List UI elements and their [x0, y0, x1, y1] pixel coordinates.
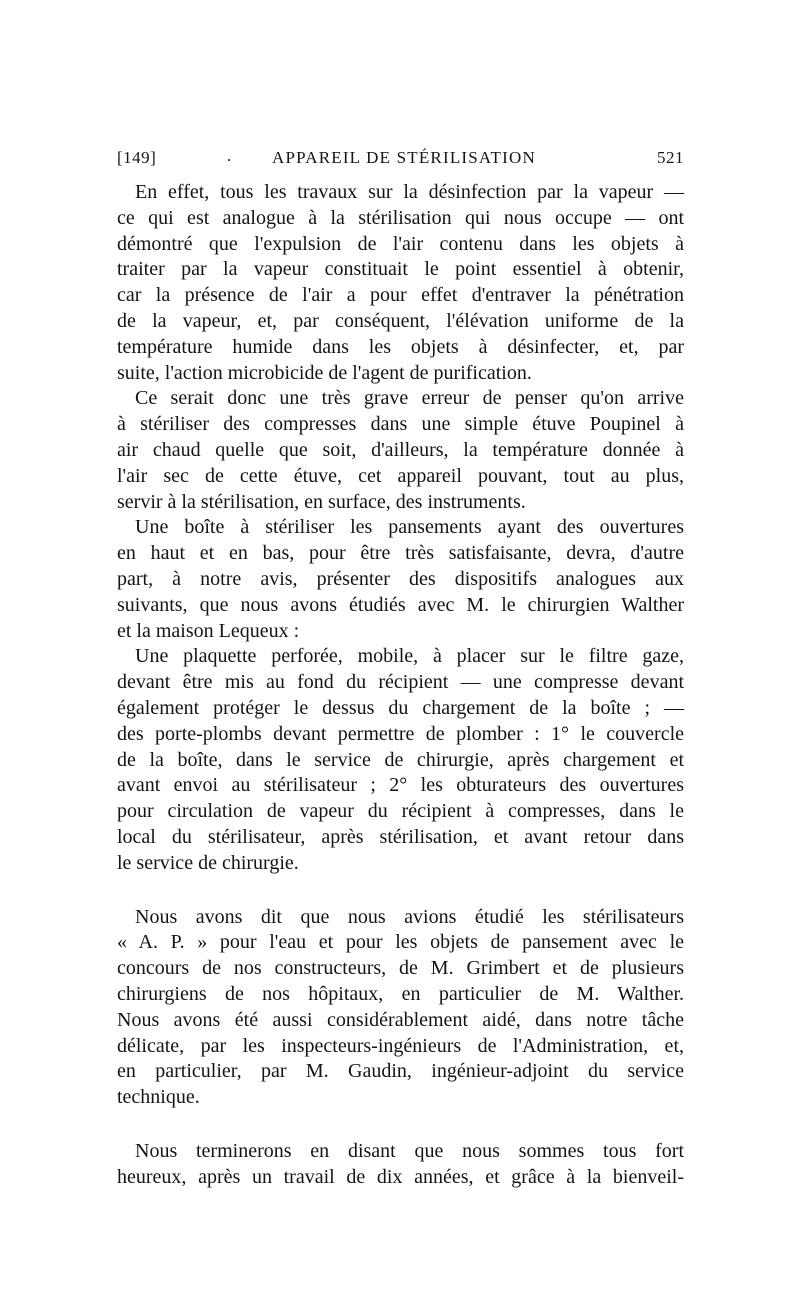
text-line: chirurgiens de nos hôpitaux, en particulier de M. Walther.	[117, 982, 684, 1005]
text-line: concours de nos constructeurs, de M. Grimbert et de plusieurs	[117, 957, 684, 980]
text-line: technique.	[117, 1086, 200, 1109]
text-line: part, à notre avis, présenter des dispositifs analogues aux	[117, 567, 684, 590]
text-line: délicate, par les inspecteurs-ingénieurs de l'Administration, et,	[117, 1034, 684, 1057]
paragraph-gap	[117, 1111, 684, 1139]
paragraph	[117, 515, 684, 644]
text-line: démontré que l'expulsion de l'air contenu dans les objets à	[117, 232, 684, 255]
header-dot: .	[227, 146, 232, 165]
text-line: de la boîte, dans le service de chirurgie, après chargement et	[117, 748, 684, 771]
text-line: en haut et en bas, pour être très satisfaisante, devra, d'autre	[117, 542, 684, 565]
text-line: En effet, tous les travaux sur la désinfection par la vapeur —	[135, 181, 684, 203]
paragraph	[117, 905, 684, 1111]
text-line: suivants, que nous avons étudiés avec M. le chirurgien Walther	[117, 593, 684, 616]
text-line: et la maison Lequeux :	[117, 619, 300, 642]
text-line: Une boîte à stériliser les pansements ayant des ouvertures	[135, 516, 684, 539]
text-line: l'air sec de cette étuve, cet appareil pouvant, tout au plus,	[117, 464, 684, 487]
text-line: servir à la stérilisation, en surface, des instruments.	[117, 490, 526, 513]
text-line: devant être mis au fond du récipient — une compresse devant	[117, 671, 684, 694]
running-title: APPAREIL DE STÉRILISATION	[272, 148, 536, 167]
text-line: local du stérilisateur, après stérilisation, et avant retour dans	[117, 825, 684, 848]
text-line: car la présence de l'air a pour effet d'entraver la pénétration	[117, 284, 684, 307]
text-line: air chaud quelle que soit, d'ailleurs, la température donnée à	[117, 438, 684, 461]
paragraph-gap	[117, 877, 684, 905]
text-line: Ce serait donc une très grave erreur de penser qu'on arrive	[135, 387, 684, 410]
paragraph	[117, 180, 684, 386]
text-line: suite, l'action microbicide de l'agent de purification.	[117, 361, 532, 384]
paragraph	[117, 386, 684, 515]
text-line: à stériliser des compresses dans une simple étuve Poupinel à	[117, 413, 684, 436]
paragraph	[117, 644, 684, 876]
text-line: traiter par la vapeur constituait le point essentiel à obtenir,	[117, 258, 684, 281]
section-number: [149]	[117, 148, 157, 167]
text-line: Une plaquette perforée, mobile, à placer sur le filtre gaze,	[135, 645, 684, 668]
text-line: heureux, après un travail de dix années, et grâce à la bienveil-	[117, 1165, 684, 1188]
text-line: « A. P. » pour l'eau et pour les objets de pansement avec le	[117, 931, 684, 954]
paragraph	[117, 1139, 684, 1191]
running-header	[117, 148, 684, 172]
text-line: pour circulation de vapeur du récipient à compresses, dans le	[117, 800, 684, 823]
text-line: Nous terminerons en disant que nous sommes tous fort	[135, 1139, 684, 1162]
text-line: ce qui est analogue à la stérilisation qui nous occupe — ont	[117, 206, 684, 229]
text-line: Nous avons dit que nous avions étudié les stérilisateurs	[135, 905, 684, 928]
text-line: des porte-plombs devant permettre de plomber : 1° le couvercle	[117, 722, 684, 745]
text-line: le service de chirurgie.	[117, 851, 299, 874]
page-number: 521	[657, 148, 684, 167]
text-line: température humide dans les objets à désinfecter, et, par	[117, 335, 684, 358]
text-line: avant envoi au stérilisateur ; 2° les obturateurs des ouvertures	[117, 774, 684, 797]
text-line: Nous avons été aussi considérablement aidé, dans notre tâche	[117, 1008, 684, 1031]
text-line: également protéger le dessus du chargement de la boîte ; —	[117, 696, 684, 719]
body-text	[117, 180, 684, 1190]
text-line: en particulier, par M. Gaudin, ingénieur-adjoint du service	[117, 1060, 684, 1083]
text-line: de la vapeur, et, par conséquent, l'élévation uniforme de la	[117, 309, 684, 332]
